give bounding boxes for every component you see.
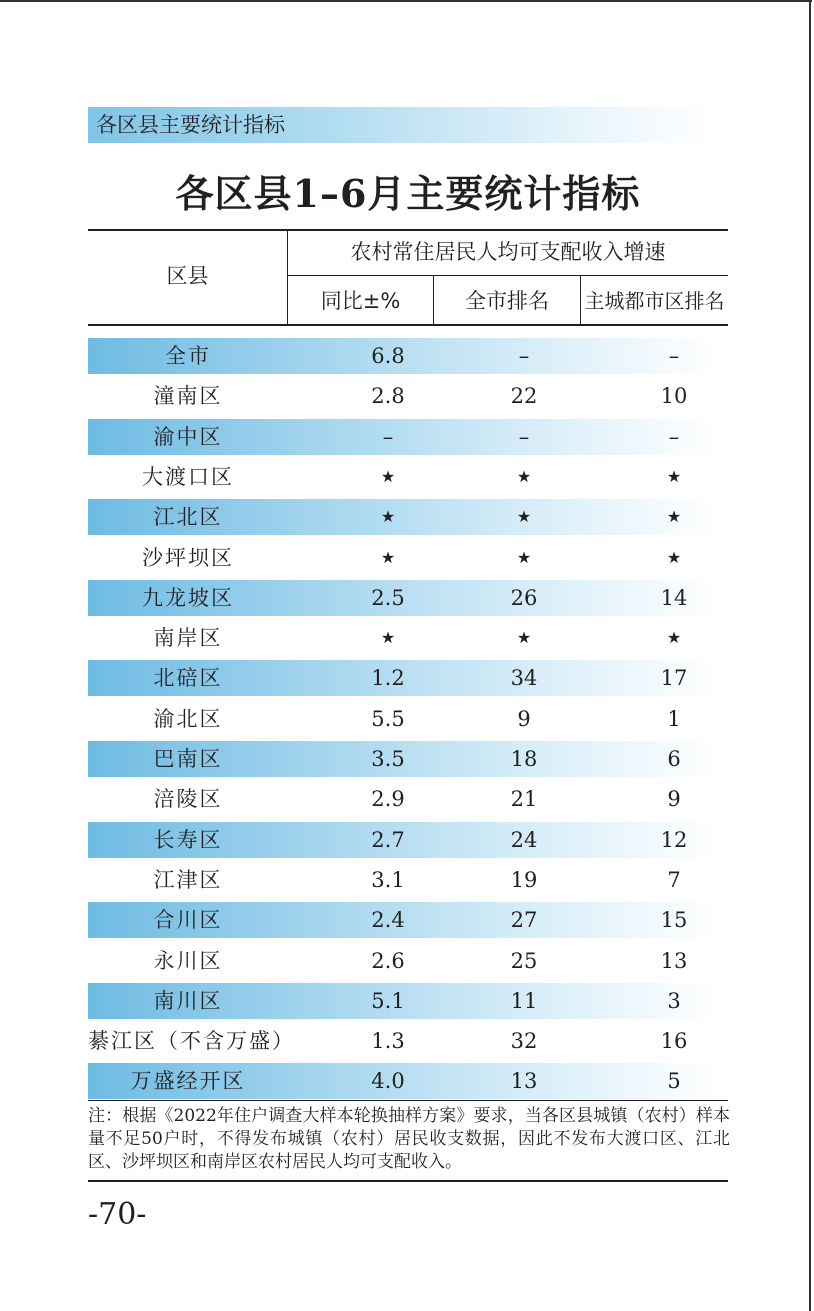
page-right-border (809, 0, 811, 1311)
cell-yoy: ★ (380, 467, 396, 486)
cell-district: 渝中区 (153, 425, 223, 449)
cell-district: 大渡口区 (142, 465, 234, 489)
cell-yoy: – (382, 425, 394, 449)
cell-yoy: 2.5 (371, 586, 405, 610)
cell-yoy: 6.8 (371, 344, 405, 368)
cell-yoy: 1.3 (371, 1029, 405, 1053)
section-header: 各区县主要统计指标 (96, 113, 285, 137)
cell-city-rank: 25 (510, 949, 538, 973)
cell-core-rank: 9 (667, 787, 681, 811)
header-yoy: 同比±% (320, 289, 401, 313)
header-mid-rule (288, 275, 728, 276)
cell-yoy: 2.9 (371, 787, 405, 811)
cell-core-rank: 12 (660, 828, 688, 852)
header-city-rank: 全市排名 (465, 289, 549, 313)
cell-city-rank: 22 (510, 384, 538, 408)
cell-district: 潼南区 (153, 384, 223, 408)
cell-district: 巴南区 (153, 747, 223, 771)
cell-district: 九龙坡区 (142, 586, 234, 610)
cell-district: 渝北区 (153, 707, 223, 731)
cell-city-rank: 32 (510, 1029, 538, 1053)
cell-district: 江津区 (153, 868, 223, 892)
cell-core-rank: 5 (667, 1069, 681, 1093)
cell-yoy: 2.8 (371, 384, 405, 408)
cell-district: 北碚区 (153, 666, 223, 690)
cell-core-rank: 14 (660, 586, 688, 610)
header-district: 区县 (166, 264, 209, 288)
cell-core-rank: ★ (666, 628, 682, 647)
cell-city-rank: 21 (510, 787, 538, 811)
cell-core-rank: 15 (660, 908, 688, 932)
cell-yoy: 5.5 (371, 707, 405, 731)
cell-core-rank: 17 (660, 666, 688, 690)
cell-city-rank: ★ (516, 507, 532, 526)
cell-district: 涪陵区 (153, 787, 223, 811)
cell-district: 江北区 (153, 505, 223, 529)
cell-yoy: 2.7 (371, 828, 405, 852)
cell-district: 永川区 (153, 949, 223, 973)
cell-yoy: 3.5 (371, 747, 405, 771)
cell-district: 南岸区 (153, 626, 223, 650)
cell-yoy: 2.4 (371, 908, 405, 932)
cell-core-rank: 3 (667, 989, 681, 1013)
cell-district: 南川区 (153, 989, 223, 1013)
cell-district: 合川区 (153, 908, 223, 932)
cell-core-rank: – (668, 344, 680, 368)
cell-city-rank: 24 (510, 828, 538, 852)
cell-core-rank: 7 (667, 868, 681, 892)
cell-yoy: 3.1 (371, 868, 405, 892)
table-top-rule (88, 229, 728, 231)
header-core-rank: 主城都市区排名 (584, 289, 725, 313)
cell-district: 綦江区（不含万盛） (88, 1029, 295, 1053)
page-title: 各区县1–6月主要统计指标 (175, 171, 641, 216)
cell-district: 长寿区 (153, 828, 223, 852)
cell-yoy: ★ (380, 628, 396, 647)
cell-core-rank: 10 (660, 384, 688, 408)
cell-city-rank: 26 (510, 586, 538, 610)
header-bottom-rule (88, 324, 728, 326)
cell-core-rank: – (668, 425, 680, 449)
cell-city-rank: 13 (510, 1069, 538, 1093)
cell-city-rank: 19 (510, 868, 538, 892)
cell-core-rank: ★ (666, 507, 682, 526)
cell-city-rank: 18 (510, 747, 538, 771)
cell-core-rank: 6 (667, 747, 681, 771)
cell-city-rank: 9 (517, 707, 531, 731)
cell-core-rank: ★ (666, 548, 682, 567)
cell-core-rank: 1 (667, 707, 681, 731)
cell-core-rank: ★ (666, 467, 682, 486)
table-bottom-rule (88, 1100, 728, 1101)
cell-core-rank: 16 (660, 1029, 688, 1053)
footer-rule (88, 1180, 728, 1182)
cell-district: 全市 (165, 344, 211, 368)
page-top-border (0, 0, 812, 2)
cell-core-rank: 13 (660, 949, 688, 973)
cell-yoy: ★ (380, 507, 396, 526)
cell-city-rank: ★ (516, 628, 532, 647)
cell-city-rank: ★ (516, 548, 532, 567)
cell-yoy: 1.2 (371, 666, 405, 690)
cell-yoy: 4.0 (371, 1069, 405, 1093)
cell-city-rank: 11 (510, 989, 538, 1013)
cell-city-rank: 27 (510, 908, 538, 932)
header-group: 农村常住居民人均可支配收入增速 (350, 240, 666, 264)
cell-district: 万盛经开区 (130, 1069, 246, 1093)
cell-yoy: 5.1 (371, 989, 405, 1013)
cell-city-rank: 34 (510, 666, 538, 690)
cell-district: 沙坪坝区 (142, 546, 234, 570)
page-number: -70- (88, 1197, 147, 1232)
cell-city-rank: – (518, 425, 530, 449)
footnote: 注：根据《2022年住户调查大样本轮换抽样方案》要求，当各区县城镇（农村）样本量不足50户时，不得发布城镇（农村）居民收支数据，因此不发布大渡口区、江北区、沙坪坝区和南岸区农村居民人均可支配收入。 (88, 1106, 730, 1172)
cell-city-rank: – (518, 344, 530, 368)
cell-city-rank: ★ (516, 467, 532, 486)
cell-yoy: 2.6 (371, 949, 405, 973)
cell-yoy: ★ (380, 548, 396, 567)
